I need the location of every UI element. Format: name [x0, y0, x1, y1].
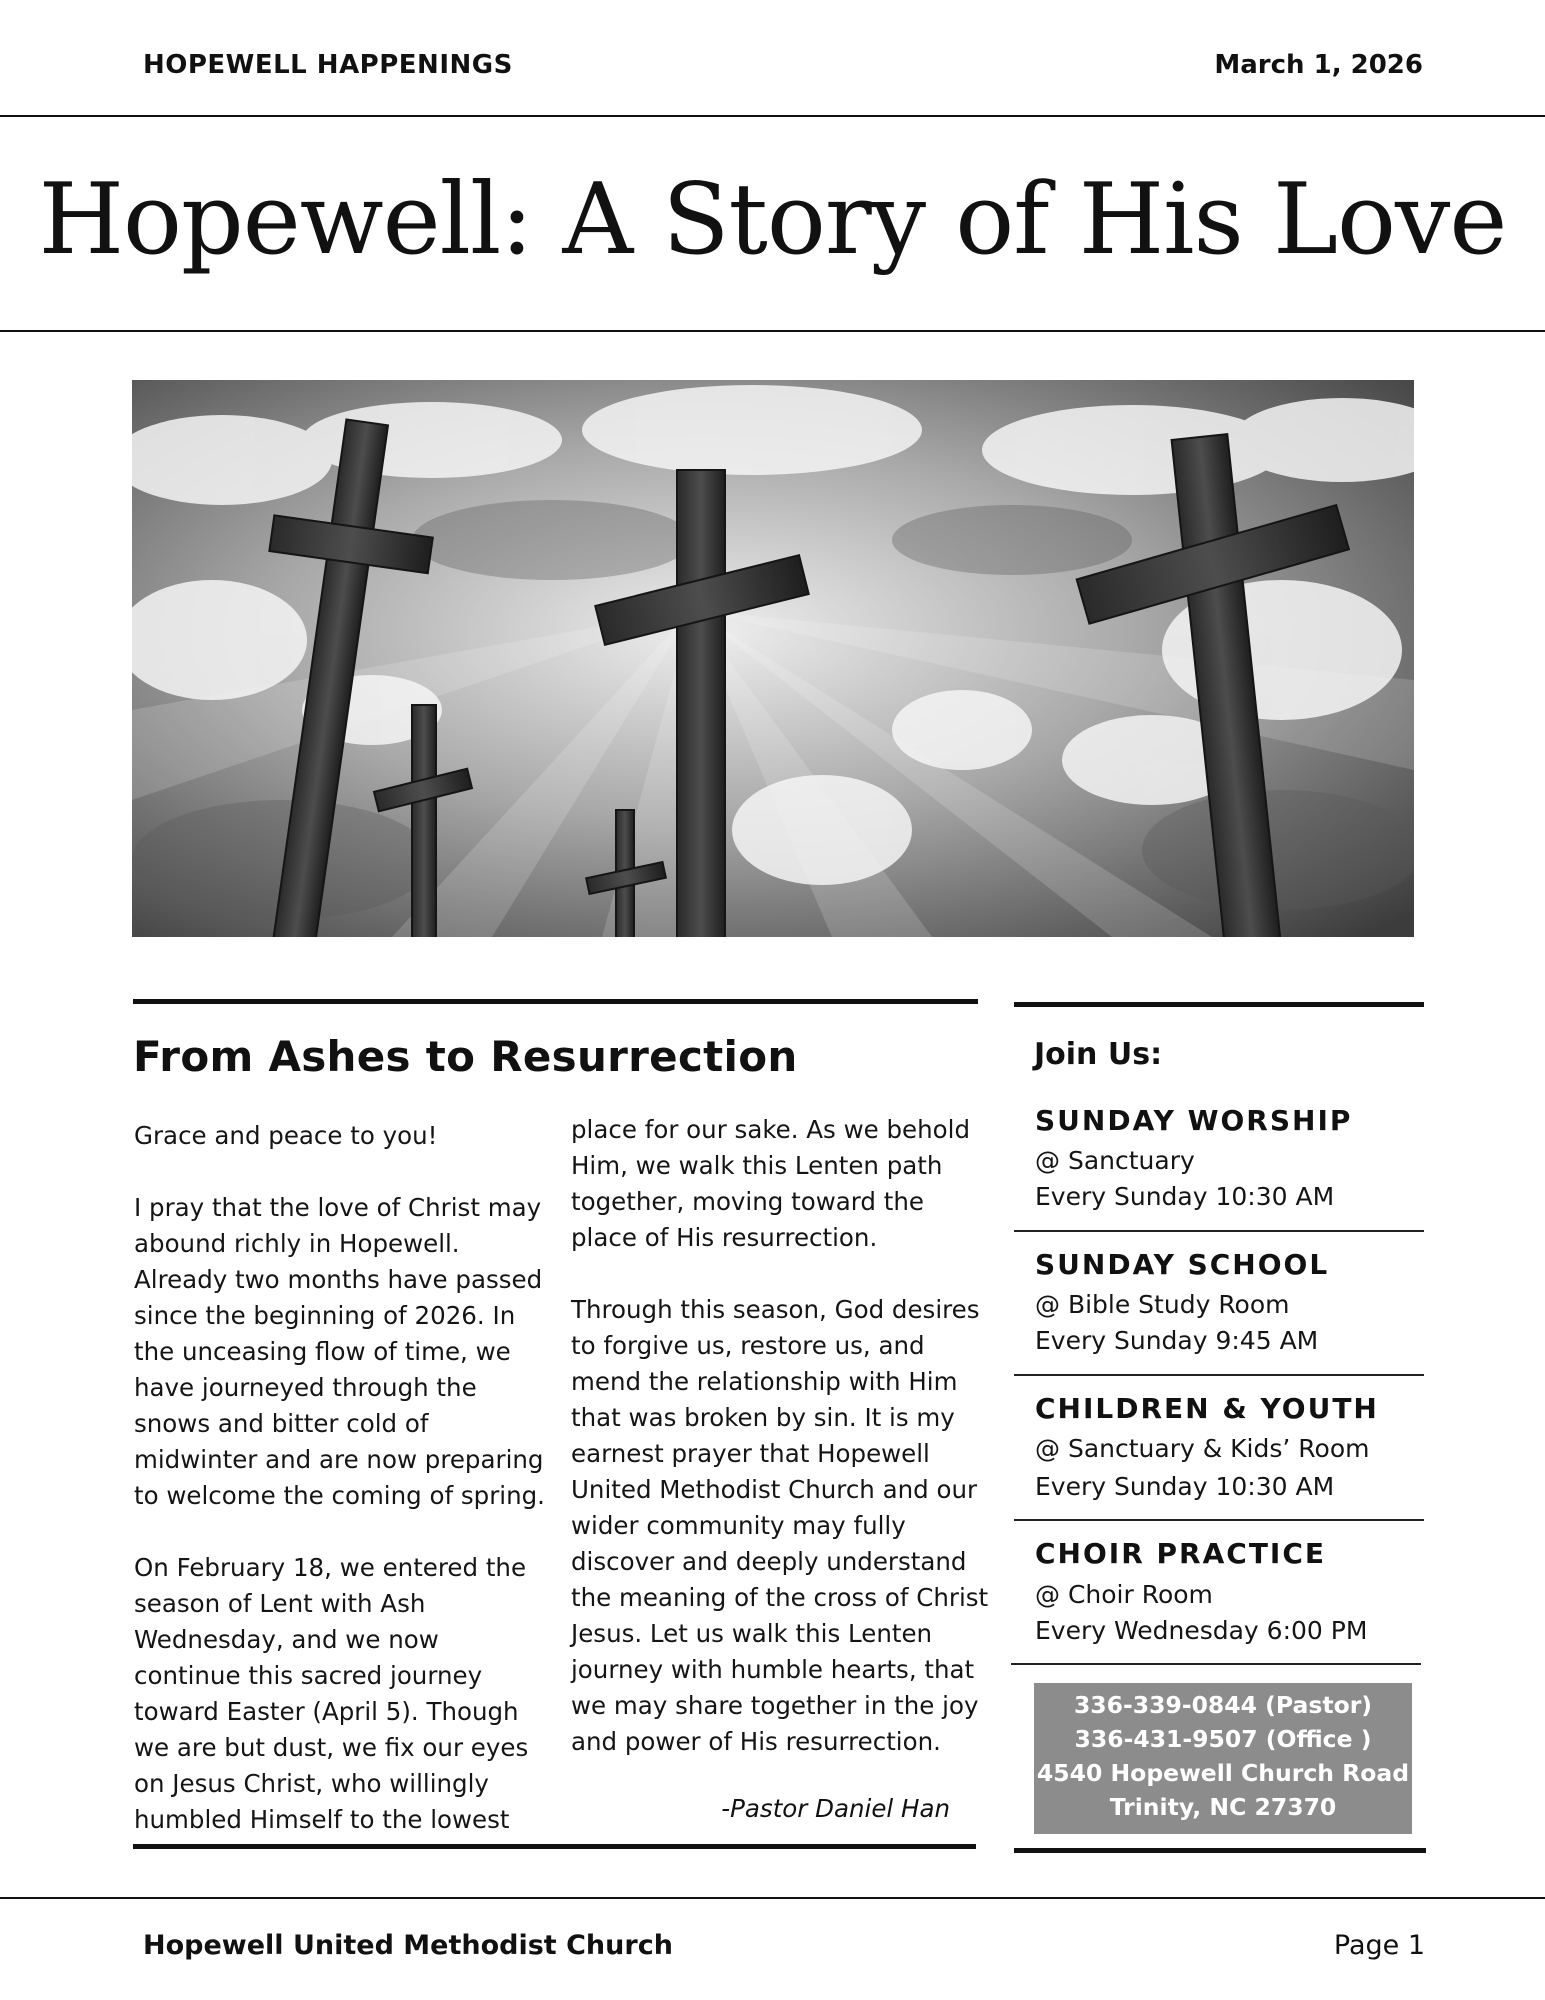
- article-signature: -Pastor Daniel Han: [721, 1794, 950, 1823]
- newsletter-name: HOPEWELL HAPPENINGS: [143, 50, 513, 80]
- article-top-rule: [133, 999, 978, 1004]
- title-divider: [0, 330, 1545, 332]
- issue-date: March 1, 2026: [1214, 50, 1423, 80]
- article-paragraph: I pray that the love of Christ may abound richly in Hopewell. Already two months have passed since the beginning of 2026. In the unceasing flow of time, we have journeyed through the snows and bitter cold of midwinter and are now preparing to welcome the coming of spring.: [134, 1193, 545, 1510]
- event-divider: [1014, 1374, 1424, 1376]
- crosses-against-sky-photo: [132, 380, 1414, 937]
- event-time: Every Sunday 9:45 AM: [1035, 1326, 1319, 1355]
- article-paragraph: Through this season, God desires to forgive us, restore us, and mend the relationship with Him that was broken by sin. It is my earnest prayer that Hopewell United Methodist Church and our wider community may fully discover and deeply understand the meaning of the cross of Christ Jesus. Let us walk this Lenten journey with humble hearts, that we may share together in the joy and power of His resurrection.: [571, 1295, 989, 1756]
- event-location: @ Bible Study Room: [1035, 1290, 1290, 1319]
- sidebar-top-rule: [1014, 1002, 1424, 1007]
- header-divider: [0, 115, 1545, 117]
- event-divider: [1011, 1663, 1421, 1665]
- event-divider: [1014, 1230, 1424, 1232]
- article-paragraph: On February 18, we entered the season of Lent with Ash Wednesday, and we now continue this sacred journey toward Easter (April 5). Though we are but dust, we fix our eyes on Jesus Christ, who willingly humbled Himself to the lowest: [134, 1553, 529, 1834]
- article-paragraph: place for our sake. As we behold Him, we walk this Lenten path together, moving toward the place of His resurrection.: [571, 1115, 971, 1252]
- article-title: From Ashes to Resurrection: [133, 1032, 798, 1081]
- footer-divider: [0, 1897, 1545, 1899]
- sidebar-bottom-rule: [1014, 1848, 1426, 1853]
- page-title: Hopewell: A Story of His Love: [38, 163, 1507, 277]
- event-location: @ Sanctuary & Kids’ Room: [1035, 1434, 1370, 1463]
- pastor-phone: 336-339-0844 (Pastor): [1073, 1691, 1373, 1719]
- page-number: Page 1: [1333, 1930, 1425, 1961]
- event-location: @ Sanctuary: [1035, 1146, 1195, 1175]
- event-time: Every Sunday 10:30 AM: [1035, 1472, 1335, 1501]
- event-divider: [1014, 1519, 1424, 1521]
- event-time: Every Wednesday 6:00 PM: [1035, 1616, 1368, 1645]
- event-location: @ Choir Room: [1035, 1580, 1213, 1609]
- office-phone: 336-431-9507 (Office ): [1074, 1725, 1372, 1753]
- event-title: CHOIR PRACTICE: [1035, 1537, 1327, 1570]
- contact-box: [1034, 1683, 1412, 1834]
- article-bottom-rule: [133, 1844, 976, 1849]
- event-title: SUNDAY WORSHIP: [1035, 1104, 1353, 1137]
- article-column-1: [134, 1118, 549, 1838]
- article-column-2: [571, 1112, 991, 1760]
- church-city: Trinity, NC 27370: [1109, 1793, 1337, 1821]
- article-paragraph: Grace and peace to you!: [134, 1121, 438, 1150]
- event-time: Every Sunday 10:30 AM: [1035, 1182, 1335, 1211]
- footer-church-name: Hopewell United Methodist Church: [143, 1930, 673, 1961]
- event-title: CHILDREN & YOUTH: [1035, 1392, 1379, 1425]
- event-title: SUNDAY SCHOOL: [1035, 1248, 1330, 1281]
- church-address: 4540 Hopewell Church Road: [1036, 1759, 1410, 1787]
- sidebar-heading: Join Us:: [1034, 1037, 1163, 1072]
